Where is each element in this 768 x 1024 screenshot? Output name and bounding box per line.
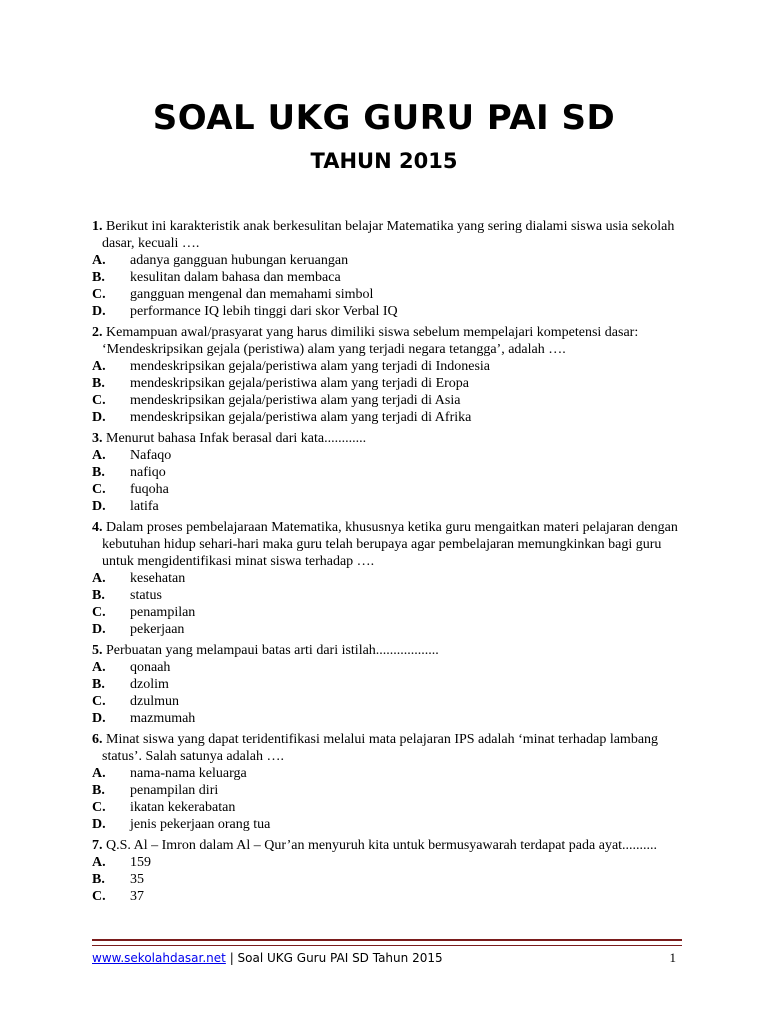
option-b (92, 782, 692, 799)
option-letter: A. (92, 855, 106, 870)
option-b (92, 269, 692, 286)
question-list (92, 218, 692, 909)
option-text: pekerjaan (130, 622, 185, 637)
question-number: 2. (92, 325, 103, 340)
question-number: 3. (92, 431, 103, 446)
question-4 (92, 519, 692, 638)
option-letter: A. (92, 660, 106, 675)
option-c (92, 693, 692, 710)
option-list (92, 765, 692, 833)
option-letter: B. (92, 270, 105, 285)
option-text: adanya gangguan hubungan keruangan (130, 253, 349, 268)
question-text (92, 519, 692, 570)
footer-site-link[interactable]: www.sekolahdasar.net (92, 951, 226, 965)
question-number: 1. (92, 219, 103, 234)
option-letter: B. (92, 588, 105, 603)
footer-separator: | (225, 951, 238, 965)
question-1 (92, 218, 692, 320)
option-a (92, 854, 692, 871)
option-text: mendeskripsikan gejala/peristiwa alam yang terjadi di Afrika (130, 410, 472, 425)
question-5 (92, 642, 692, 727)
option-list (92, 252, 692, 320)
question-body: Menurut bahasa Infak berasal dari kata............ (106, 431, 367, 446)
option-d (92, 710, 692, 727)
option-letter: D. (92, 304, 106, 319)
option-letter: C. (92, 889, 106, 904)
option-letter: D. (92, 817, 106, 832)
question-7 (92, 837, 692, 905)
option-text: nafiqo (130, 465, 166, 480)
option-text: dzolim (130, 677, 169, 692)
page-number: 1 (669, 950, 676, 965)
option-c (92, 481, 692, 498)
option-c (92, 286, 692, 303)
option-letter: B. (92, 677, 105, 692)
question-text (92, 324, 692, 358)
option-d (92, 816, 692, 833)
option-letter: A. (92, 448, 106, 463)
question-6 (92, 731, 692, 833)
option-letter: D. (92, 711, 106, 726)
page-title: SOAL UKG GURU PAI SD (152, 98, 616, 138)
option-text: performance IQ lebih tinggi dari skor Verbal IQ (130, 304, 398, 319)
option-list (92, 358, 692, 426)
option-text: latifa (130, 499, 159, 514)
option-letter: B. (92, 465, 105, 480)
option-letter: A. (92, 359, 106, 374)
option-list (92, 659, 692, 727)
question-text (92, 731, 692, 765)
option-text: qonaah (130, 660, 171, 675)
option-b (92, 464, 692, 481)
question-text (92, 430, 692, 447)
question-body: Berikut ini karakteristik anak berkesulitan belajar Matematika yang sering dialami siswa usia sekolah dasar, kecuali …. (102, 219, 675, 251)
option-text: mendeskripsikan gejala/peristiwa alam yang terjadi di Eropa (130, 376, 469, 391)
option-a (92, 659, 692, 676)
option-text: gangguan mengenal dan memahami simbol (130, 287, 374, 302)
option-text: jenis pekerjaan orang tua (130, 817, 271, 832)
page-subtitle: TAHUN 2015 (310, 149, 458, 173)
question-text (92, 837, 692, 854)
question-body: Dalam proses pembelajaraan Matematika, khususnya ketika guru mengaitkan materi pelajaran dengan kebutuhan hidup sehari-hari maka guru telah berupaya agar pembelajaran memungkinkan bagi guru untuk mengidentifikasi minat siswa terhadap …. (102, 520, 678, 569)
option-text: kesulitan dalam bahasa dan membaca (130, 270, 341, 285)
option-letter: A. (92, 766, 106, 781)
option-letter: D. (92, 410, 106, 425)
option-list (92, 447, 692, 515)
footer-document-title: Soal UKG Guru PAI SD Tahun 2015 (237, 951, 443, 965)
option-letter: B. (92, 783, 105, 798)
option-text: penampilan diri (130, 783, 219, 798)
option-letter: D. (92, 622, 106, 637)
option-a (92, 358, 692, 375)
option-letter: B. (92, 376, 105, 391)
option-d (92, 409, 692, 426)
option-b (92, 871, 692, 888)
question-number: 4. (92, 520, 103, 535)
footer-divider (92, 939, 682, 946)
option-text: mendeskripsikan gejala/peristiwa alam yang terjadi di Indonesia (130, 359, 490, 374)
option-b (92, 676, 692, 693)
question-text (92, 642, 692, 659)
question-body: Perbuatan yang melampaui batas arti dari istilah.................. (106, 643, 439, 658)
option-c (92, 604, 692, 621)
option-c (92, 799, 692, 816)
option-text: status (130, 588, 162, 603)
option-letter: C. (92, 393, 106, 408)
option-a (92, 447, 692, 464)
option-text: ikatan kekerabatan (130, 800, 236, 815)
option-text: 37 (130, 889, 144, 904)
option-letter: B. (92, 872, 105, 887)
option-text: 159 (130, 855, 151, 870)
option-text: mazmumah (130, 711, 196, 726)
option-c (92, 392, 692, 409)
option-letter: C. (92, 694, 106, 709)
option-text: mendeskripsikan gejala/peristiwa alam yang terjadi di Asia (130, 393, 461, 408)
option-text: Nafaqo (130, 448, 172, 463)
option-letter: C. (92, 605, 106, 620)
question-body: Kemampuan awal/prasyarat yang harus dimiliki siswa sebelum mempelajari kompetensi dasar: ‘Mendeskripsikan gejala (peristiwa) alam yang terjadi negara tetangga’, adalah …. (102, 325, 639, 357)
option-letter: D. (92, 499, 106, 514)
option-d (92, 498, 692, 515)
option-list (92, 854, 692, 905)
option-letter: A. (92, 571, 106, 586)
option-d (92, 303, 692, 320)
option-text: penampilan (130, 605, 196, 620)
option-letter: C. (92, 482, 106, 497)
option-text: kesehatan (130, 571, 186, 586)
question-body: Q.S. Al – Imron dalam Al – Qur’an menyuruh kita untuk bermusyawarah terdapat pada ayat.......... (106, 838, 658, 853)
question-body: Minat siswa yang dapat teridentifikasi melalui mata pelajaran IPS adalah ‘minat terhadap lambang status’. Salah satunya adalah …. (102, 732, 659, 764)
question-number: 7. (92, 838, 103, 853)
page-footer (92, 949, 682, 967)
option-letter: C. (92, 287, 106, 302)
question-text (92, 218, 692, 252)
option-text: nama-nama keluarga (130, 766, 247, 781)
option-letter: A. (92, 253, 106, 268)
option-c (92, 888, 692, 905)
question-3 (92, 430, 692, 515)
question-2 (92, 324, 692, 426)
option-a (92, 765, 692, 782)
option-d (92, 621, 692, 638)
option-b (92, 375, 692, 392)
option-list (92, 570, 692, 638)
question-number: 6. (92, 732, 103, 747)
option-a (92, 252, 692, 269)
option-text: 35 (130, 872, 144, 887)
option-a (92, 570, 692, 587)
option-text: dzulmun (130, 694, 179, 709)
option-text: fuqoha (130, 482, 169, 497)
option-b (92, 587, 692, 604)
question-number: 5. (92, 643, 103, 658)
option-letter: C. (92, 800, 106, 815)
